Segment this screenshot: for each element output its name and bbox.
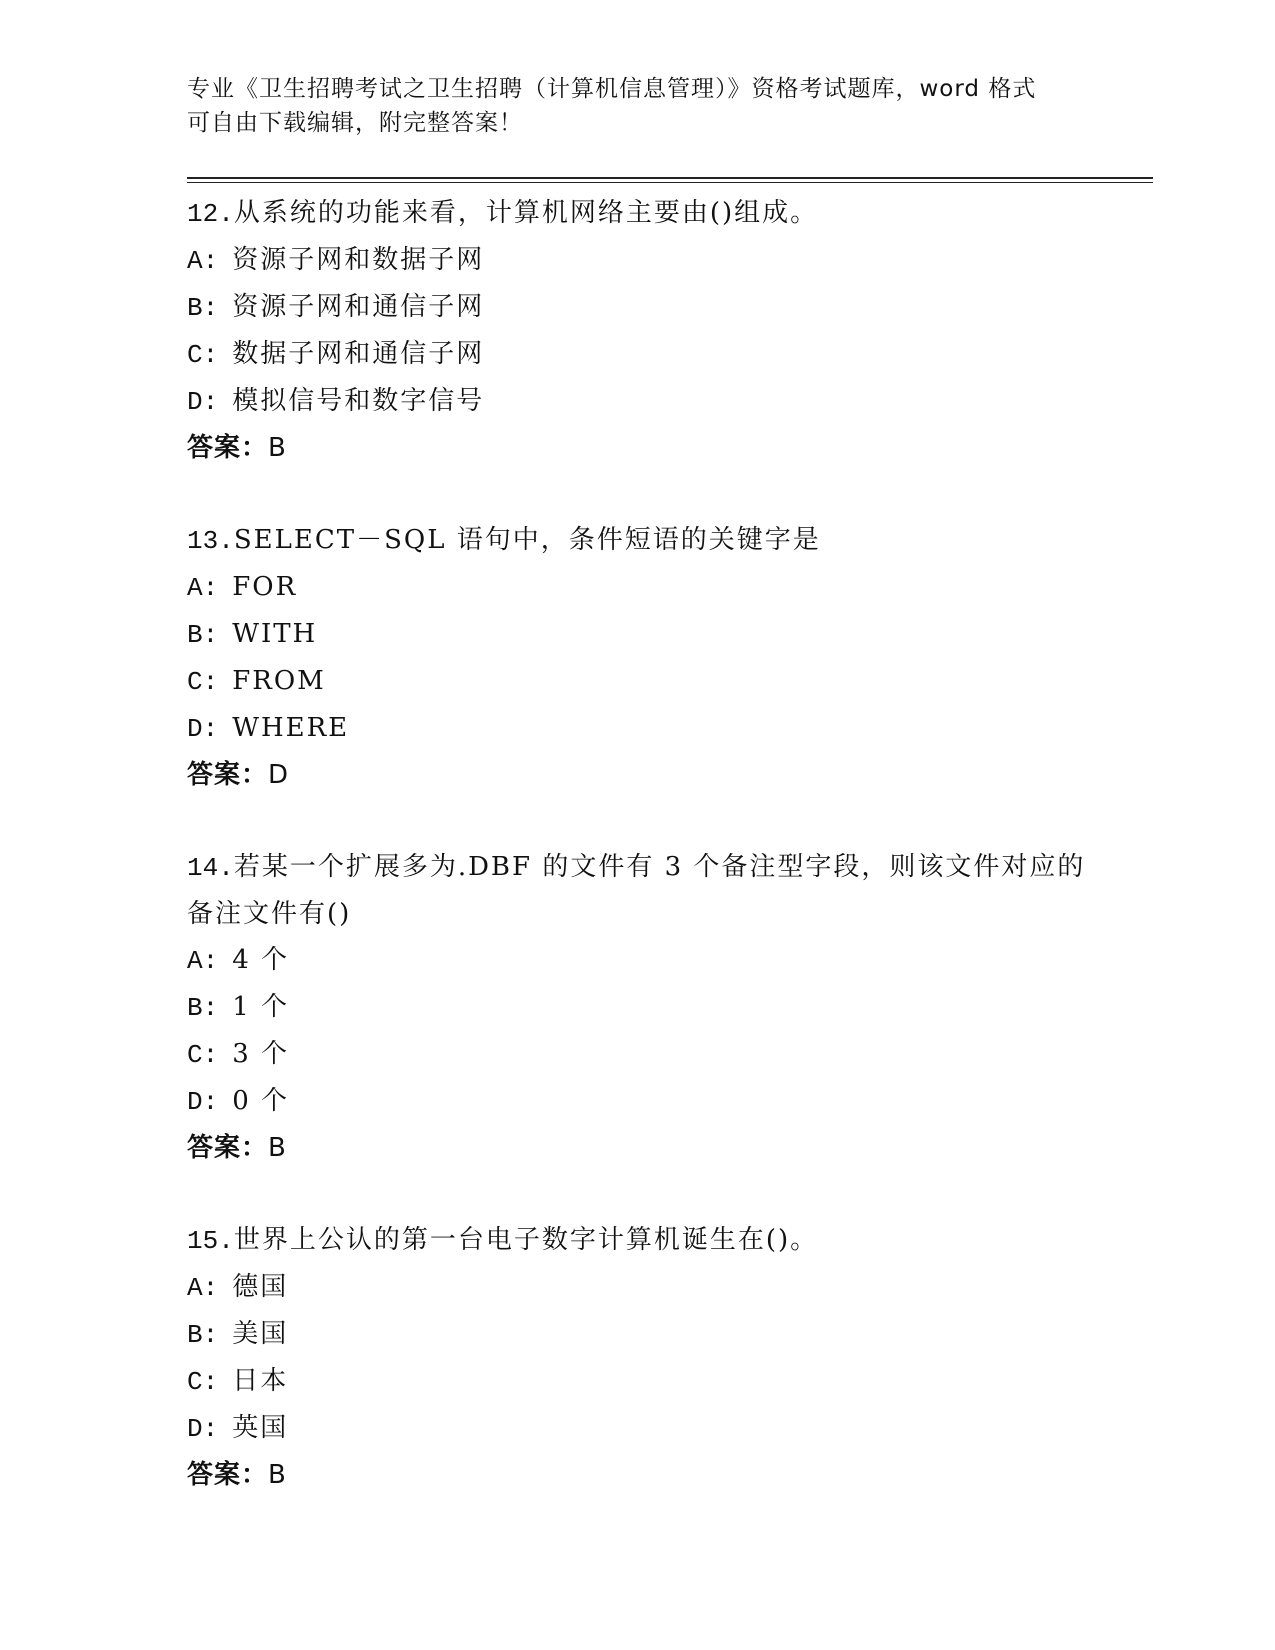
option-a (187, 237, 1107, 284)
option-text: 英国 (232, 1413, 289, 1443)
answer-label: 答案： (187, 760, 269, 790)
option-text: 0 个 (232, 1086, 290, 1116)
option-a (187, 564, 1107, 611)
option-b (187, 284, 1107, 331)
option-letter: D: (187, 1414, 219, 1444)
answer-value: B (268, 433, 287, 463)
question-stem: 若某一个扩展多为.DBF 的文件有 3 个备注型字段，则该文件对应的备注文件有() (187, 852, 1086, 929)
option-d (187, 1405, 1107, 1452)
option-text: 数据子网和通信子网 (232, 339, 485, 369)
answer-value: D (268, 760, 290, 790)
question-stem: SELECT－SQL 语句中，条件短语的关键字是 (233, 525, 821, 555)
question-13 (187, 517, 1107, 798)
question-15 (187, 1217, 1107, 1498)
option-letter: B: (187, 1320, 219, 1350)
option-letter: C: (187, 1367, 219, 1397)
option-d (187, 378, 1107, 425)
option-b (187, 1311, 1107, 1358)
answer-value: B (268, 1133, 287, 1163)
option-letter: C: (187, 667, 219, 697)
option-c (187, 331, 1107, 378)
option-text: FROM (232, 666, 326, 696)
question-stem: 从系统的功能来看，计算机网络主要由()组成。 (233, 198, 819, 228)
option-text: 资源子网和数据子网 (232, 245, 485, 275)
option-text: 日本 (232, 1366, 289, 1396)
option-letter: A: (187, 246, 219, 276)
answer-line (187, 425, 1107, 471)
question-number: 13. (187, 526, 234, 556)
header-line-1: 专业《卫生招聘考试之卫生招聘（计算机信息管理）》资格考试题库，word 格式 (187, 76, 1037, 102)
option-c (187, 658, 1107, 705)
header-divider (187, 177, 1153, 179)
header-divider-thin (187, 182, 1153, 183)
answer-label: 答案： (187, 1460, 269, 1490)
option-text: WHERE (232, 713, 350, 743)
option-letter: D: (187, 1087, 219, 1117)
answer-line (187, 752, 1107, 798)
answer-line (187, 1125, 1107, 1171)
answer-label: 答案： (187, 1133, 269, 1163)
question-stem: 世界上公认的第一台电子数字计算机诞生在()。 (233, 1225, 819, 1255)
question-text (187, 1217, 1107, 1264)
option-letter: A: (187, 573, 219, 603)
question-text (187, 190, 1107, 237)
option-letter: D: (187, 714, 219, 744)
option-text: 3 个 (232, 1039, 290, 1069)
option-b (187, 611, 1107, 658)
option-letter: B: (187, 620, 219, 650)
option-text: 4 个 (232, 945, 290, 975)
question-list (187, 190, 1107, 1544)
header-line-2: 可自由下载编辑，附完整答案！ (187, 110, 523, 136)
question-text (187, 844, 1107, 937)
option-letter: C: (187, 1040, 219, 1070)
option-text: 1 个 (232, 992, 290, 1022)
option-c (187, 1031, 1107, 1078)
question-number: 14. (187, 853, 234, 883)
option-text: 德国 (232, 1272, 289, 1302)
question-number: 15. (187, 1226, 234, 1256)
option-text: 模拟信号和数字信号 (232, 386, 485, 416)
option-a (187, 937, 1107, 984)
question-14 (187, 844, 1107, 1171)
option-text: WITH (232, 619, 318, 649)
option-text: FOR (232, 572, 298, 602)
option-c (187, 1358, 1107, 1405)
question-text (187, 517, 1107, 564)
question-12 (187, 190, 1107, 471)
answer-line (187, 1452, 1107, 1498)
option-b (187, 984, 1107, 1031)
option-a (187, 1264, 1107, 1311)
option-d (187, 1078, 1107, 1125)
option-d (187, 705, 1107, 752)
document-header (187, 72, 1087, 140)
question-number: 12. (187, 199, 234, 229)
option-letter: A: (187, 946, 219, 976)
option-letter: C: (187, 340, 219, 370)
option-text: 资源子网和通信子网 (232, 292, 485, 322)
option-letter: B: (187, 993, 219, 1023)
option-letter: A: (187, 1273, 219, 1303)
option-letter: D: (187, 387, 219, 417)
answer-value: B (268, 1460, 287, 1490)
option-letter: B: (187, 293, 219, 323)
option-text: 美国 (232, 1319, 289, 1349)
answer-label: 答案： (187, 433, 269, 463)
